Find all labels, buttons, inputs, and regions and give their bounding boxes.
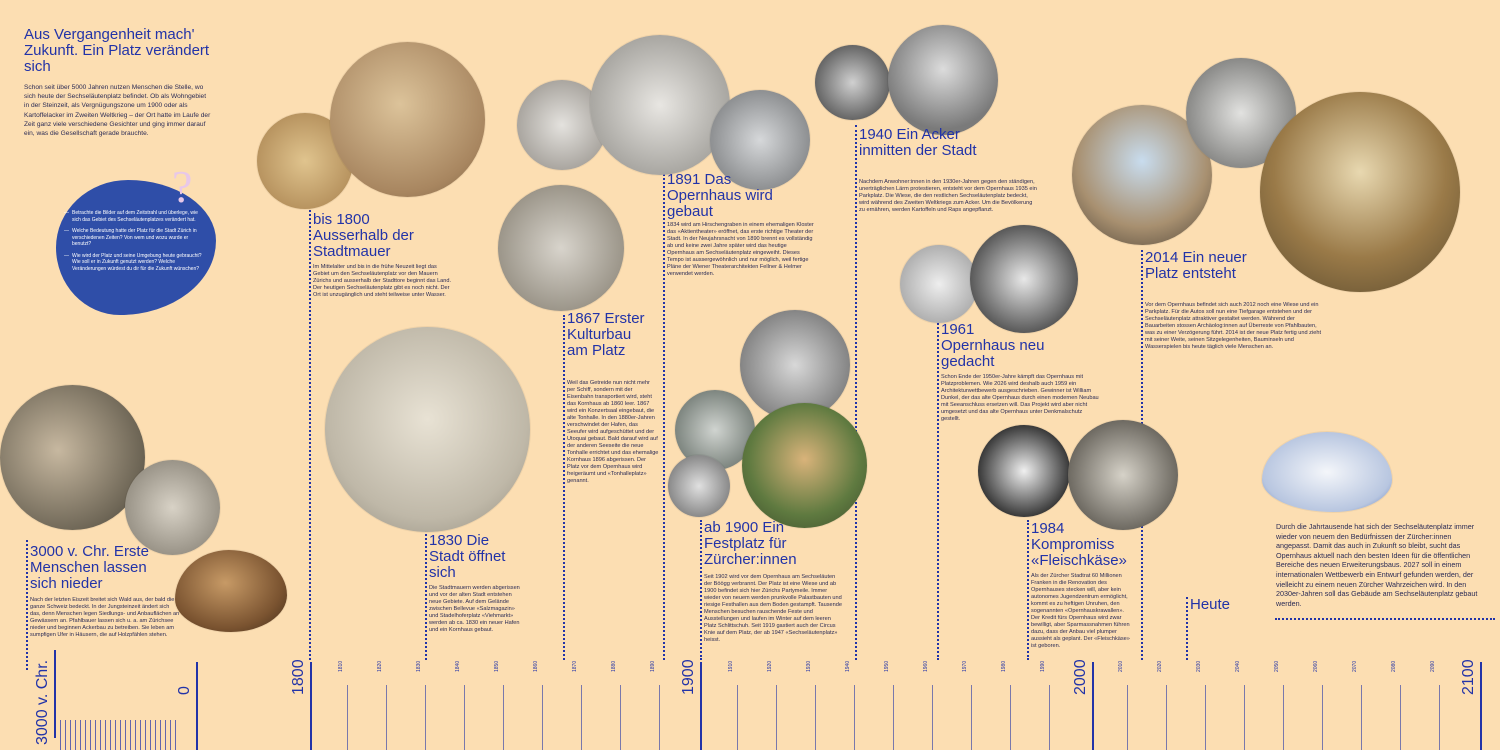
axis-minor-tick xyxy=(1439,685,1440,750)
axis-minor-label: 1950 xyxy=(884,660,890,672)
axis-fine-tick xyxy=(170,720,171,750)
axis-minor-tick xyxy=(854,685,855,750)
axis-major-tick xyxy=(1480,662,1482,750)
axis-fine-tick xyxy=(60,720,61,750)
event-2014-text: Vor dem Opernhaus befindet sich auch 2012 noch eine Wiese und ein Parkplatz. Für die Autos soll nun eine Tiefgarage entstehen und der Sechseläutenplatz attraktiver gestaltet werden. Während der Bauarbeiten stossen Archäolog:innen auf Überreste von Pfahlbauten, was zu einer Verzögerung führt. 2014 ist der neue Platz fertig und zieht mit seiner Weite, seinen Sitzgelegenheiten, Bauminseln und Wasserspielen bis heute täglich viele Menschen an. xyxy=(1145,302,1321,350)
axis-minor-label: 1810 xyxy=(338,660,344,672)
axis-fine-tick xyxy=(70,720,71,750)
axis-minor-label: 1910 xyxy=(728,660,734,672)
axis-fine-tick xyxy=(110,720,111,750)
axis-minor-label: 1840 xyxy=(455,660,461,672)
axis-major-label: 3000 v. Chr. xyxy=(34,659,51,745)
event-1891-text: 1834 wird am Hirschengraben in einem ehemaligen Kloster das «Aktientheater» eröffnet, das erste richtige Theater der Stadt. In der Neujahrsnacht von 1890 brennt es vollständig ab und keine zwei Jahre später wird das heutige Opernhaus am Sechseläutenplatz eingeweiht. Dieses Tempo ist aussergewöhnlich und nur möglich, weil fertige Pläne der Wiener Theaterarchitekten Fellner & Helmer verwendet werden. xyxy=(667,222,814,277)
axis-fine-tick xyxy=(135,720,136,750)
axis-major-tick xyxy=(310,662,312,750)
axis-minor-tick xyxy=(620,685,621,750)
museum-photo xyxy=(125,460,220,555)
event-1940-text: Nachdem Anwohner:innen in den 1930er-Jahren gegen den ständigen, unerträglichen Lärm protestieren, entsteht vor dem Opernhaus 1935 ein Parkplatz. Die Wiese, die den restlichen Sechseläutenplatz bedeckt, wird während des Zweiten Weltkriegs zum Acker. Um die Bevölkerung zu ernähren, werden Kartoffeln und Raps angepflanzt. xyxy=(859,179,1037,213)
axis-fine-tick xyxy=(95,720,96,750)
question-item: — Wie wird der Platz und seine Umgebung heute gebraucht? Wie soll er in Zukunft genutzt werden? Welche Veränderungen würdest du dir für die Zukunft wünschen? xyxy=(64,253,204,273)
axis-fine-tick xyxy=(65,720,66,750)
event-1940-title: 1940 Ein Acker inmitten der Stadt xyxy=(859,126,977,159)
event-1961-text: Schon Ende der 1950er-Jahre kämpft das Opernhaus mit Platzproblemen. Wie 2026 wird deshalb auch 1959 ein Architekturwettbewerb ausgeschrieben. Gewinner ist William Dunkel, der das alte Opernhaus durch einen modernen Neubau mit Seeanschluss ersetzen will. Das Projekt wird aber nicht umgesetzt und das alte Opernhaus unter Denkmalschutz gestellt. xyxy=(941,374,1099,422)
axis-minor-label: 2080 xyxy=(1391,660,1397,672)
question-mark-icon: ? xyxy=(172,161,193,212)
event-1800-title: bis 1800 Ausserhalb der Stadtmauer xyxy=(313,211,414,260)
axis-fine-tick xyxy=(160,720,161,750)
axis-minor-tick xyxy=(1283,685,1284,750)
artifact-photo xyxy=(175,550,287,632)
event-1867-title: 1867 Erster Kulturbau am Platz xyxy=(567,310,645,359)
axis-minor-label: 1970 xyxy=(962,660,968,672)
axis-fine-tick xyxy=(90,720,91,750)
axis-fine-tick xyxy=(80,720,81,750)
axis-minor-tick xyxy=(1244,685,1245,750)
axis-minor-tick xyxy=(1322,685,1323,750)
tonhalle-photo xyxy=(498,185,624,311)
boeoegg-photo xyxy=(742,403,867,528)
axis-fine-tick xyxy=(140,720,141,750)
axis-minor-label: 2070 xyxy=(1352,660,1358,672)
axis-minor-tick xyxy=(503,685,504,750)
axis-minor-label: 1870 xyxy=(572,660,578,672)
axis-major-label: 2000 xyxy=(1072,659,1089,695)
harbor-plan-photo xyxy=(325,327,530,532)
axis-fine-tick xyxy=(155,720,156,750)
today-text: Durch die Jahrtausende hat sich der Sechseläutenplatz immer wieder von neuem den Bedürfnissen der Zürcher:innen angepasst. Damit das auch in Zukunft so bleibt, sucht das Opernhaus aktuell nach den besten Ideen für die öffentlichen Bereiche des neuen Erweiterungsbaus. 2027 soll in einem internationalen Wettbewerb ein Entwurf gefunden werden, der vielleicht zu einem neuen Zürcher Wahrzeichen wird. In den 2030er-Jahren soll das Gebäude am Sechseläutenplatz gebaut werden. xyxy=(1276,522,1478,608)
timeline-axis xyxy=(0,650,1500,750)
model-photo xyxy=(900,245,978,323)
axis-minor-tick xyxy=(1400,685,1401,750)
event-1830-text: Die Stadtmauern werden abgerissen und vor der alten Stadt entstehen neue Gebiete. Auf dem Gelände zwischen Bellevue «Salzmagazin» und Stadelhoferplatz «Viehmarkt» werden ab ca. 1830 ein neuer Hafen und ein Kornhaus gebaut. xyxy=(429,585,520,633)
opera-drawing-photo xyxy=(590,35,730,175)
axis-fine-tick xyxy=(125,720,126,750)
axis-minor-label: 2030 xyxy=(1196,660,1202,672)
event-1830-title: 1830 Die Stadt öffnet sich xyxy=(429,532,506,581)
axis-minor-label: 1820 xyxy=(377,660,383,672)
aerial-photo xyxy=(1068,420,1178,530)
axis-fine-tick xyxy=(105,720,106,750)
axis-fine-tick xyxy=(175,720,176,750)
axis-minor-label: 2090 xyxy=(1430,660,1436,672)
axis-minor-tick xyxy=(776,685,777,750)
event-3000-title: 3000 v. Chr. Erste Menschen lassen sich nieder xyxy=(30,543,149,592)
skating-photo xyxy=(668,455,730,517)
axis-minor-label: 1920 xyxy=(767,660,773,672)
intro-text: Schon seit über 5000 Jahren nutzen Menschen die Stelle, wo sich heute der Sechseläutenplatz befindet. Ob als Wohngebiet in der Steinzeit, als Vergnügungszone um 1900 oder als Kartoffelacker im Zweiten Weltkrieg – der Ort hatte im Laufe der Zeit ganz viele verschiedene Gesichter und ging immer darauf ein, was die Gesellschaft gerade brauchte. xyxy=(24,84,211,138)
axis-minor-tick xyxy=(1166,685,1167,750)
axis-minor-label: 1830 xyxy=(416,660,422,672)
axis-minor-label: 1980 xyxy=(1001,660,1007,672)
axis-minor-label: 1850 xyxy=(494,660,500,672)
axis-major-tick xyxy=(1092,662,1094,750)
annex-photo xyxy=(978,425,1070,517)
event-1891-title: 1891 Das Opernhaus wird gebaut xyxy=(667,171,773,220)
axis-major-tick xyxy=(700,662,702,750)
event-1800-text: Im Mittelalter und bis in die frühe Neuzeit liegt das Gebiet um den Sechseläutenplatz vor den Mauern Zürichs und ausserhalb der Stadttore beginnt das Land. Der heutigen Sechseläutenplatz gibt es noch nicht. Der Ort ist unzugänglich und steht teilweise unter Wasser. xyxy=(313,264,452,298)
event-1984-text: Als der Zürcher Stadtrat 60 Millionen Franken in die Renovation des Opernhauses stecken will, aber kein autonomes Jugendzentrum ermöglicht, kommt es zu heftigen Unruhen, den sogenannten «Opernhauskrawallen». Der Kredit fürs Opernhaus wird zwar bewilligt, aber Sparmassnahmen führen dazu, dass der Anbau viel plumper aussieht als geplant. Der «Fleischkäse» ist geboren. xyxy=(1031,573,1130,649)
question-item: — Betrachte die Bilder auf dem Zeitstrahl und überlege, wie sich das Gebiet des Sechseläutenplatzes verändert hat. xyxy=(64,210,204,223)
axis-minor-tick xyxy=(1049,685,1050,750)
event-1961-title: 1961 Opernhaus neu gedacht xyxy=(941,321,1045,370)
axis-minor-label: 2020 xyxy=(1157,660,1163,672)
axis-minor-label: 1960 xyxy=(923,660,929,672)
axis-fine-tick xyxy=(115,720,116,750)
axis-minor-tick xyxy=(1010,685,1011,750)
axis-minor-tick xyxy=(1361,685,1362,750)
axis-major-tick xyxy=(54,650,56,738)
axis-minor-tick xyxy=(737,685,738,750)
axis-minor-tick xyxy=(581,685,582,750)
axis-minor-tick xyxy=(542,685,543,750)
axis-fine-tick xyxy=(130,720,131,750)
excavation-photo xyxy=(0,385,145,530)
event-3000-text: Nach der letzten Eiszeit breitet sich Wald aus, der bald die ganze Schweiz bedeckt. In der Jungsteinzeit ändert sich das, denn Menschen legen Siedlungs- und Anbauflächen an Gewässern an. Pfahlbauer lassen sich u. a. am Zürichsee nieder und beginnen Ackerbau zu betreiben. Sie leben am sumpfigen Ufer in Häusern, die auf Holzpfählen stehen. xyxy=(30,597,180,638)
axis-major-label: 1800 xyxy=(290,659,307,695)
event-1984-title: 1984 Kompromiss «Fleischkäse» xyxy=(1031,520,1127,569)
potato-field-photo xyxy=(888,25,998,135)
axis-major-tick xyxy=(196,662,198,750)
cloud-icon xyxy=(1262,432,1392,512)
dunkel-project-photo xyxy=(970,225,1078,333)
axis-fine-tick xyxy=(165,720,166,750)
field-workers-photo xyxy=(815,45,890,120)
event-1900-text: Seit 1902 wird vor dem Opernhaus am Sechseläuten der Böögg verbrannt. Der Platz ist eine Wiese und ab 1900 befindet sich hier Zürichs Partymeile. Immer wieder von neuem werden prunkvolle Palastbauten und riesige Festhallen aus dem Boden gestampft. Tausende Menschen besuchen rauschende Feste und Ausstellungen und laufen im Winter auf dem leeren Platz Schlittschuh. Seit 1919 gastiert auch der Circus Knie auf dem Platz, der ab 1947 «Sechseläutenplatz» heisst. xyxy=(704,574,842,643)
axis-minor-tick xyxy=(932,685,933,750)
page-title: Aus Vergangenheit mach' Zukunft. Ein Platz verändert sich xyxy=(24,26,210,75)
axis-minor-tick xyxy=(464,685,465,750)
axis-minor-label: 2010 xyxy=(1118,660,1124,672)
event-2014-title: 2014 Ein neuer Platz entsteht xyxy=(1145,249,1247,282)
axis-minor-tick xyxy=(1127,685,1128,750)
axis-minor-label: 2050 xyxy=(1274,660,1280,672)
axis-minor-label: 2040 xyxy=(1235,660,1241,672)
axis-minor-tick xyxy=(815,685,816,750)
today-title: Heute xyxy=(1190,596,1231,613)
axis-minor-tick xyxy=(347,685,348,750)
axis-minor-label: 1930 xyxy=(806,660,812,672)
axis-major-label: 2100 xyxy=(1460,659,1477,695)
axis-fine-tick xyxy=(85,720,86,750)
axis-fine-tick xyxy=(145,720,146,750)
questions-list xyxy=(64,210,204,277)
axis-minor-tick xyxy=(893,685,894,750)
axis-minor-label: 1890 xyxy=(650,660,656,672)
axis-minor-tick xyxy=(425,685,426,750)
axis-minor-tick xyxy=(659,685,660,750)
axis-fine-tick xyxy=(100,720,101,750)
axis-fine-tick xyxy=(120,720,121,750)
city-wall-map-photo xyxy=(330,42,485,197)
axis-fine-tick xyxy=(150,720,151,750)
crowd-event-photo xyxy=(1260,92,1460,292)
axis-minor-label: 1860 xyxy=(533,660,539,672)
axis-minor-label: 1990 xyxy=(1040,660,1046,672)
axis-fine-tick xyxy=(75,720,76,750)
axis-minor-label: 2060 xyxy=(1313,660,1319,672)
axis-minor-label: 1940 xyxy=(845,660,851,672)
axis-minor-tick xyxy=(971,685,972,750)
question-item: — Welche Bedeutung hatte der Platz für die Stadt Zürich in verschiedenen Zeiten? Von wem und wozu wurde er benutzt? xyxy=(64,228,204,248)
axis-major-label: 1900 xyxy=(680,659,697,695)
axis-minor-tick xyxy=(386,685,387,750)
event-1867-text: Weil das Getreide nun nicht mehr per Schiff, sondern mit der Eisenbahn transportiert wird, steht das Kornhaus ab 1860 leer. 1867 wird ein Konzertsaal eingebaut, die alte Tonhalle. In den 1880er-Jahren verschwindet der Hafen, das Seeufer wird aufgeschüttet und der Utoquai gebaut. Bald darauf wird auf der anderen Seeseite die neue Tonhalle errichtet und das ehemalige Kornhaus 1896 abgerissen. Der Platz vor dem Opernhaus wird freigeräumt und «Tonhalleplatz» genannt. xyxy=(567,380,659,484)
axis-minor-label: 1880 xyxy=(611,660,617,672)
event-1900-title: ab 1900 Ein Festplatz für Zürcher:innen xyxy=(704,519,797,568)
axis-minor-tick xyxy=(1205,685,1206,750)
axis-major-label: 0 xyxy=(176,686,193,695)
